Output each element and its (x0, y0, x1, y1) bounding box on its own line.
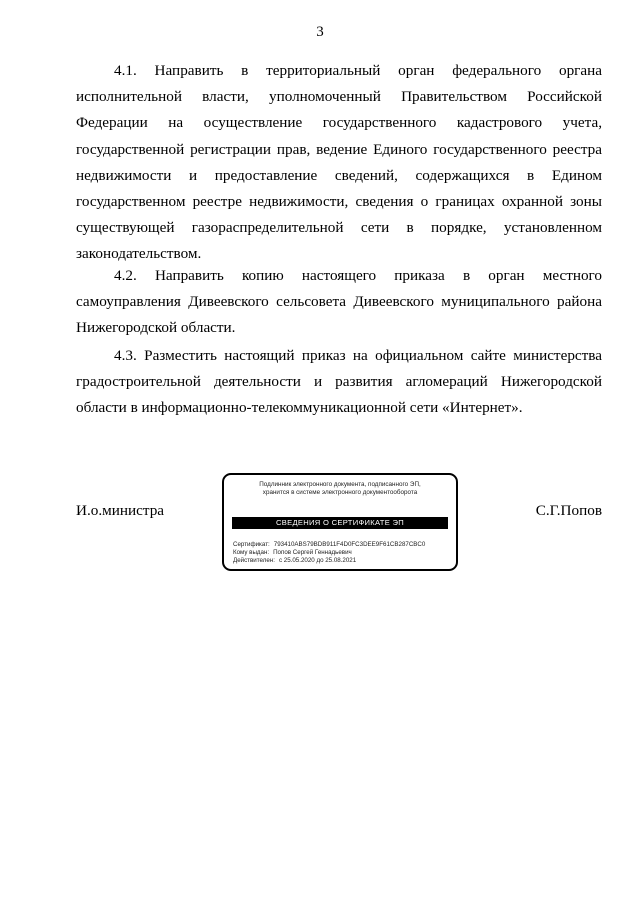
page-number: 3 (316, 24, 324, 40)
certificate-value: 793410ABS79BDB911F4D0FC3DEE9F61CB287CBC0 (273, 541, 426, 548)
certificate-label: Сертификат: (233, 541, 270, 548)
stamp-note-line-2: хранится в системе электронного документооборота (262, 489, 418, 496)
stamp-note (224, 481, 456, 497)
stamp-details (233, 541, 450, 565)
valid-label: Действителен: (233, 557, 275, 564)
stamp-note-line-1: Подлинник электронного документа, подписанного ЭП, (259, 481, 421, 488)
stamp-validity-row (233, 557, 450, 565)
stamp-header: СВЕДЕНИЯ О СЕРТИФИКАТЕ ЭП (232, 517, 448, 529)
signer-position: И.о.министра (76, 502, 165, 519)
paragraph-4-2: 4.2. Направить копию настоящего приказа в орган местного самоуправления Дивеевского сельсовета Дивеевского муниципального района Нижегородской области. (76, 267, 602, 337)
electronic-signature-stamp (222, 473, 458, 571)
paragraph-4-1: 4.1. Направить в территориальный орган федерального органа исполнительной власти, уполномоченный Правительством Российской Федерации на осуществление государственного кадастрового учета, государственной регистрации прав, ведение Единого государственного реестра недвижимости и предоставление сведений, содержащихся в Едином государственном реестре недвижимости, сведения о границах охранной зоны существующей газораспределительной сети в порядке, установленном законодательством. (76, 62, 602, 263)
signer-name: С.Г.Попов (535, 502, 602, 519)
issued-to-label: Кому выдан: (233, 549, 270, 556)
paragraph-4-3: 4.3. Разместить настоящий приказ на официальном сайте министерства градостроительной деятельности и развития агломераций Нижегородской области в информационно-телекоммуникационной сети «Интернет». (76, 347, 602, 417)
stamp-certificate-row (233, 541, 450, 549)
valid-value: с 25.05.2020 до 25.08.2021 (278, 557, 357, 564)
stamp-issued-to-row (233, 549, 450, 557)
issued-to-value: Попов Сергей Геннадьевич (273, 549, 352, 556)
